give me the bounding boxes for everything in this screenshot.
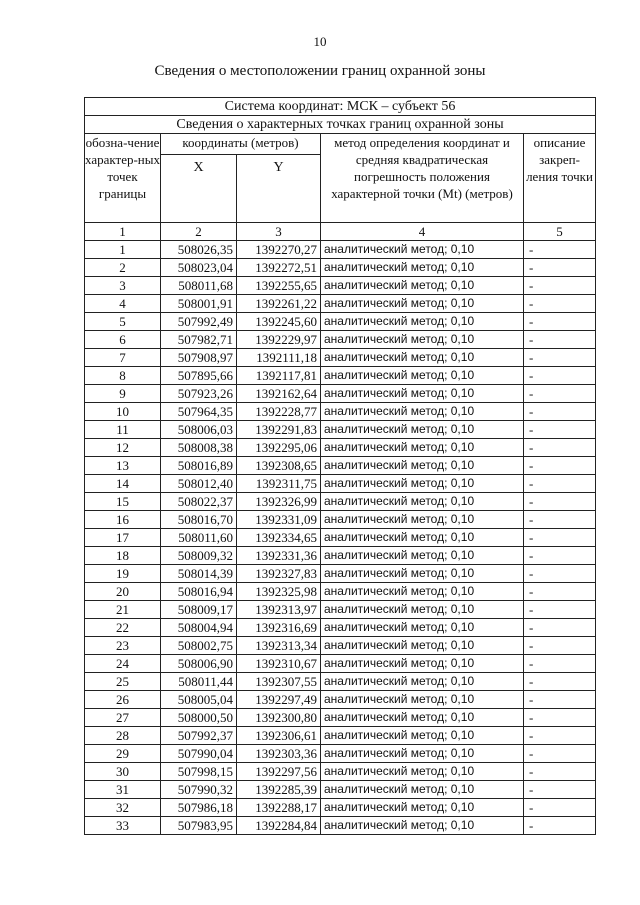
method-cell: аналитический метод; 0,10: [321, 781, 524, 799]
method-cell: аналитический метод; 0,10: [321, 655, 524, 673]
description-cell: -: [524, 565, 596, 583]
x-coordinate-cell: 507986,18: [161, 799, 237, 817]
method-cell: аналитический метод; 0,10: [321, 277, 524, 295]
description-cell: -: [524, 583, 596, 601]
method-cell: аналитический метод; 0,10: [321, 313, 524, 331]
table-row: [85, 313, 596, 331]
table-row: [85, 511, 596, 529]
document-title: Сведения о местоположении границ охранной зоны: [154, 63, 486, 79]
description-cell: -: [524, 259, 596, 277]
point-number-cell: 18: [85, 547, 161, 565]
point-number-cell: 7: [85, 349, 161, 367]
method-cell: аналитический метод; 0,10: [321, 745, 524, 763]
description-cell: -: [524, 817, 596, 835]
header-point: обозна-чение характер-ных точек границы: [85, 134, 161, 223]
y-coordinate-cell: 1392331,36: [237, 547, 321, 565]
x-coordinate-cell: 508006,90: [161, 655, 237, 673]
point-number-cell: 8: [85, 367, 161, 385]
description-cell: -: [524, 475, 596, 493]
point-number-cell: 23: [85, 637, 161, 655]
description-cell: -: [524, 331, 596, 349]
table-row: [85, 655, 596, 673]
description-cell: -: [524, 691, 596, 709]
point-number-cell: 31: [85, 781, 161, 799]
x-coordinate-cell: 508000,50: [161, 709, 237, 727]
description-cell: -: [524, 277, 596, 295]
table-row: [85, 727, 596, 745]
method-cell: аналитический метод; 0,10: [321, 727, 524, 745]
method-cell: аналитический метод; 0,10: [321, 349, 524, 367]
description-cell: -: [524, 421, 596, 439]
method-cell: аналитический метод; 0,10: [321, 295, 524, 313]
y-coordinate-cell: 1392311,75: [237, 475, 321, 493]
table-row: [85, 601, 596, 619]
x-coordinate-cell: 507990,04: [161, 745, 237, 763]
y-coordinate-cell: 1392272,51: [237, 259, 321, 277]
y-coordinate-cell: 1392111,18: [237, 349, 321, 367]
method-cell: аналитический метод; 0,10: [321, 385, 524, 403]
method-cell: аналитический метод; 0,10: [321, 511, 524, 529]
description-cell: -: [524, 385, 596, 403]
x-coordinate-cell: 508011,68: [161, 277, 237, 295]
y-coordinate-cell: 1392261,22: [237, 295, 321, 313]
method-cell: аналитический метод; 0,10: [321, 673, 524, 691]
table-row: [85, 367, 596, 385]
table-row: [85, 475, 596, 493]
x-coordinate-cell: 508023,04: [161, 259, 237, 277]
method-cell: аналитический метод; 0,10: [321, 403, 524, 421]
y-coordinate-cell: 1392229,97: [237, 331, 321, 349]
description-cell: -: [524, 799, 596, 817]
point-number-cell: 19: [85, 565, 161, 583]
x-coordinate-cell: 508008,38: [161, 439, 237, 457]
y-coordinate-cell: 1392307,55: [237, 673, 321, 691]
x-coordinate-cell: 507964,35: [161, 403, 237, 421]
point-number-cell: 32: [85, 799, 161, 817]
method-cell: аналитический метод; 0,10: [321, 367, 524, 385]
description-cell: -: [524, 313, 596, 331]
point-number-cell: 22: [85, 619, 161, 637]
table-row: [85, 547, 596, 565]
header-y: Y: [237, 155, 321, 223]
point-number-cell: 21: [85, 601, 161, 619]
method-cell: аналитический метод; 0,10: [321, 637, 524, 655]
point-number-cell: 11: [85, 421, 161, 439]
point-number-cell: 29: [85, 745, 161, 763]
header-method: метод определения координат и средняя квадратическая погрешность положения характерной точки (Mt) (метров): [321, 134, 524, 223]
y-coordinate-cell: 1392327,83: [237, 565, 321, 583]
point-number-cell: 13: [85, 457, 161, 475]
description-cell: -: [524, 619, 596, 637]
description-cell: -: [524, 781, 596, 799]
point-number-cell: 10: [85, 403, 161, 421]
method-cell: аналитический метод; 0,10: [321, 457, 524, 475]
table-row: [85, 817, 596, 835]
x-coordinate-cell: 507982,71: [161, 331, 237, 349]
method-cell: аналитический метод; 0,10: [321, 709, 524, 727]
point-number-cell: 25: [85, 673, 161, 691]
section-title: Сведения о характерных точках границ охранной зоны: [85, 116, 596, 134]
method-cell: аналитический метод; 0,10: [321, 799, 524, 817]
description-cell: -: [524, 457, 596, 475]
description-cell: -: [524, 241, 596, 259]
description-cell: -: [524, 403, 596, 421]
description-cell: -: [524, 295, 596, 313]
description-cell: -: [524, 745, 596, 763]
table-row: [85, 439, 596, 457]
point-number-cell: 28: [85, 727, 161, 745]
table-row: [85, 565, 596, 583]
y-coordinate-cell: 1392331,09: [237, 511, 321, 529]
header-coords: координаты (метров): [161, 134, 321, 155]
y-coordinate-cell: 1392334,65: [237, 529, 321, 547]
x-coordinate-cell: 508016,70: [161, 511, 237, 529]
y-coordinate-cell: 1392291,83: [237, 421, 321, 439]
table-row: [85, 241, 596, 259]
y-coordinate-cell: 1392245,60: [237, 313, 321, 331]
method-cell: аналитический метод; 0,10: [321, 241, 524, 259]
x-coordinate-cell: 508011,60: [161, 529, 237, 547]
x-coordinate-cell: 508016,94: [161, 583, 237, 601]
point-number-cell: 24: [85, 655, 161, 673]
description-cell: -: [524, 493, 596, 511]
point-number-cell: 5: [85, 313, 161, 331]
table-row: [85, 799, 596, 817]
y-coordinate-cell: 1392288,17: [237, 799, 321, 817]
table-row: [85, 781, 596, 799]
table-row: [85, 331, 596, 349]
description-cell: -: [524, 655, 596, 673]
x-coordinate-cell: 508005,04: [161, 691, 237, 709]
table-row: [85, 745, 596, 763]
description-cell: -: [524, 727, 596, 745]
point-number-cell: 33: [85, 817, 161, 835]
method-cell: аналитический метод; 0,10: [321, 493, 524, 511]
column-number: 4: [321, 223, 524, 241]
y-coordinate-cell: 1392255,65: [237, 277, 321, 295]
method-cell: аналитический метод; 0,10: [321, 763, 524, 781]
x-coordinate-cell: 507908,97: [161, 349, 237, 367]
description-cell: -: [524, 637, 596, 655]
table-row: [85, 673, 596, 691]
y-coordinate-cell: 1392303,36: [237, 745, 321, 763]
point-number-cell: 27: [85, 709, 161, 727]
description-cell: -: [524, 673, 596, 691]
point-number-cell: 1: [85, 241, 161, 259]
column-number: 3: [237, 223, 321, 241]
y-coordinate-cell: 1392270,27: [237, 241, 321, 259]
method-cell: аналитический метод; 0,10: [321, 601, 524, 619]
point-number-cell: 3: [85, 277, 161, 295]
x-coordinate-cell: 507923,26: [161, 385, 237, 403]
point-number-cell: 14: [85, 475, 161, 493]
method-cell: аналитический метод; 0,10: [321, 691, 524, 709]
method-cell: аналитический метод; 0,10: [321, 331, 524, 349]
method-cell: аналитический метод; 0,10: [321, 259, 524, 277]
x-coordinate-cell: 507998,15: [161, 763, 237, 781]
y-coordinate-cell: 1392284,84: [237, 817, 321, 835]
x-coordinate-cell: 507992,49: [161, 313, 237, 331]
point-number-cell: 2: [85, 259, 161, 277]
x-coordinate-cell: 508022,37: [161, 493, 237, 511]
x-coordinate-cell: 507992,37: [161, 727, 237, 745]
header-x: X: [161, 155, 237, 223]
y-coordinate-cell: 1392297,49: [237, 691, 321, 709]
y-coordinate-cell: 1392306,61: [237, 727, 321, 745]
table-row: [85, 349, 596, 367]
table-row: [85, 457, 596, 475]
y-coordinate-cell: 1392325,98: [237, 583, 321, 601]
table-row: [85, 385, 596, 403]
x-coordinate-cell: 508014,39: [161, 565, 237, 583]
x-coordinate-cell: 508026,35: [161, 241, 237, 259]
table-row: [85, 421, 596, 439]
point-number-cell: 12: [85, 439, 161, 457]
table-row: [85, 295, 596, 313]
y-coordinate-cell: 1392162,64: [237, 385, 321, 403]
method-cell: аналитический метод; 0,10: [321, 817, 524, 835]
x-coordinate-cell: 508004,94: [161, 619, 237, 637]
x-coordinate-cell: 508016,89: [161, 457, 237, 475]
description-cell: -: [524, 511, 596, 529]
point-number-cell: 17: [85, 529, 161, 547]
y-coordinate-cell: 1392310,67: [237, 655, 321, 673]
description-cell: -: [524, 367, 596, 385]
y-coordinate-cell: 1392117,81: [237, 367, 321, 385]
y-coordinate-cell: 1392297,56: [237, 763, 321, 781]
method-cell: аналитический метод; 0,10: [321, 421, 524, 439]
method-cell: аналитический метод; 0,10: [321, 529, 524, 547]
point-number-cell: 20: [85, 583, 161, 601]
method-cell: аналитический метод; 0,10: [321, 475, 524, 493]
point-number-cell: 4: [85, 295, 161, 313]
y-coordinate-cell: 1392295,06: [237, 439, 321, 457]
y-coordinate-cell: 1392313,34: [237, 637, 321, 655]
table-row: [85, 529, 596, 547]
y-coordinate-cell: 1392308,65: [237, 457, 321, 475]
header-description: описание закреп-ления точки: [524, 134, 596, 223]
page-number: 10: [313, 34, 327, 49]
description-cell: -: [524, 529, 596, 547]
y-coordinate-cell: 1392326,99: [237, 493, 321, 511]
method-cell: аналитический метод; 0,10: [321, 583, 524, 601]
table-row: [85, 619, 596, 637]
y-coordinate-cell: 1392285,39: [237, 781, 321, 799]
y-coordinate-cell: 1392313,97: [237, 601, 321, 619]
table-row: [85, 691, 596, 709]
description-cell: -: [524, 547, 596, 565]
x-coordinate-cell: 507990,32: [161, 781, 237, 799]
x-coordinate-cell: 508009,32: [161, 547, 237, 565]
x-coordinate-cell: 508001,91: [161, 295, 237, 313]
coordinate-system-title: Система координат: МСК – субъект 56: [85, 98, 596, 116]
x-coordinate-cell: 508002,75: [161, 637, 237, 655]
description-cell: -: [524, 349, 596, 367]
y-coordinate-cell: 1392228,77: [237, 403, 321, 421]
point-number-cell: 9: [85, 385, 161, 403]
x-coordinate-cell: 508012,40: [161, 475, 237, 493]
point-number-cell: 30: [85, 763, 161, 781]
x-coordinate-cell: 507895,66: [161, 367, 237, 385]
x-coordinate-cell: 508006,03: [161, 421, 237, 439]
table-row: [85, 493, 596, 511]
coordinates-table: [84, 97, 596, 835]
y-coordinate-cell: 1392300,80: [237, 709, 321, 727]
description-cell: -: [524, 439, 596, 457]
table-row: [85, 259, 596, 277]
method-cell: аналитический метод; 0,10: [321, 619, 524, 637]
table-row: [85, 583, 596, 601]
y-coordinate-cell: 1392316,69: [237, 619, 321, 637]
description-cell: -: [524, 601, 596, 619]
table-row: [85, 709, 596, 727]
point-number-cell: 6: [85, 331, 161, 349]
x-coordinate-cell: 508009,17: [161, 601, 237, 619]
table-row: [85, 403, 596, 421]
table-row: [85, 277, 596, 295]
point-number-cell: 15: [85, 493, 161, 511]
method-cell: аналитический метод; 0,10: [321, 439, 524, 457]
column-number: 2: [161, 223, 237, 241]
description-cell: -: [524, 709, 596, 727]
method-cell: аналитический метод; 0,10: [321, 547, 524, 565]
point-number-cell: 26: [85, 691, 161, 709]
point-number-cell: 16: [85, 511, 161, 529]
column-number: 5: [524, 223, 596, 241]
x-coordinate-cell: 508011,44: [161, 673, 237, 691]
method-cell: аналитический метод; 0,10: [321, 565, 524, 583]
table-row: [85, 763, 596, 781]
table-row: [85, 637, 596, 655]
x-coordinate-cell: 507983,95: [161, 817, 237, 835]
column-number: 1: [85, 223, 161, 241]
description-cell: -: [524, 763, 596, 781]
